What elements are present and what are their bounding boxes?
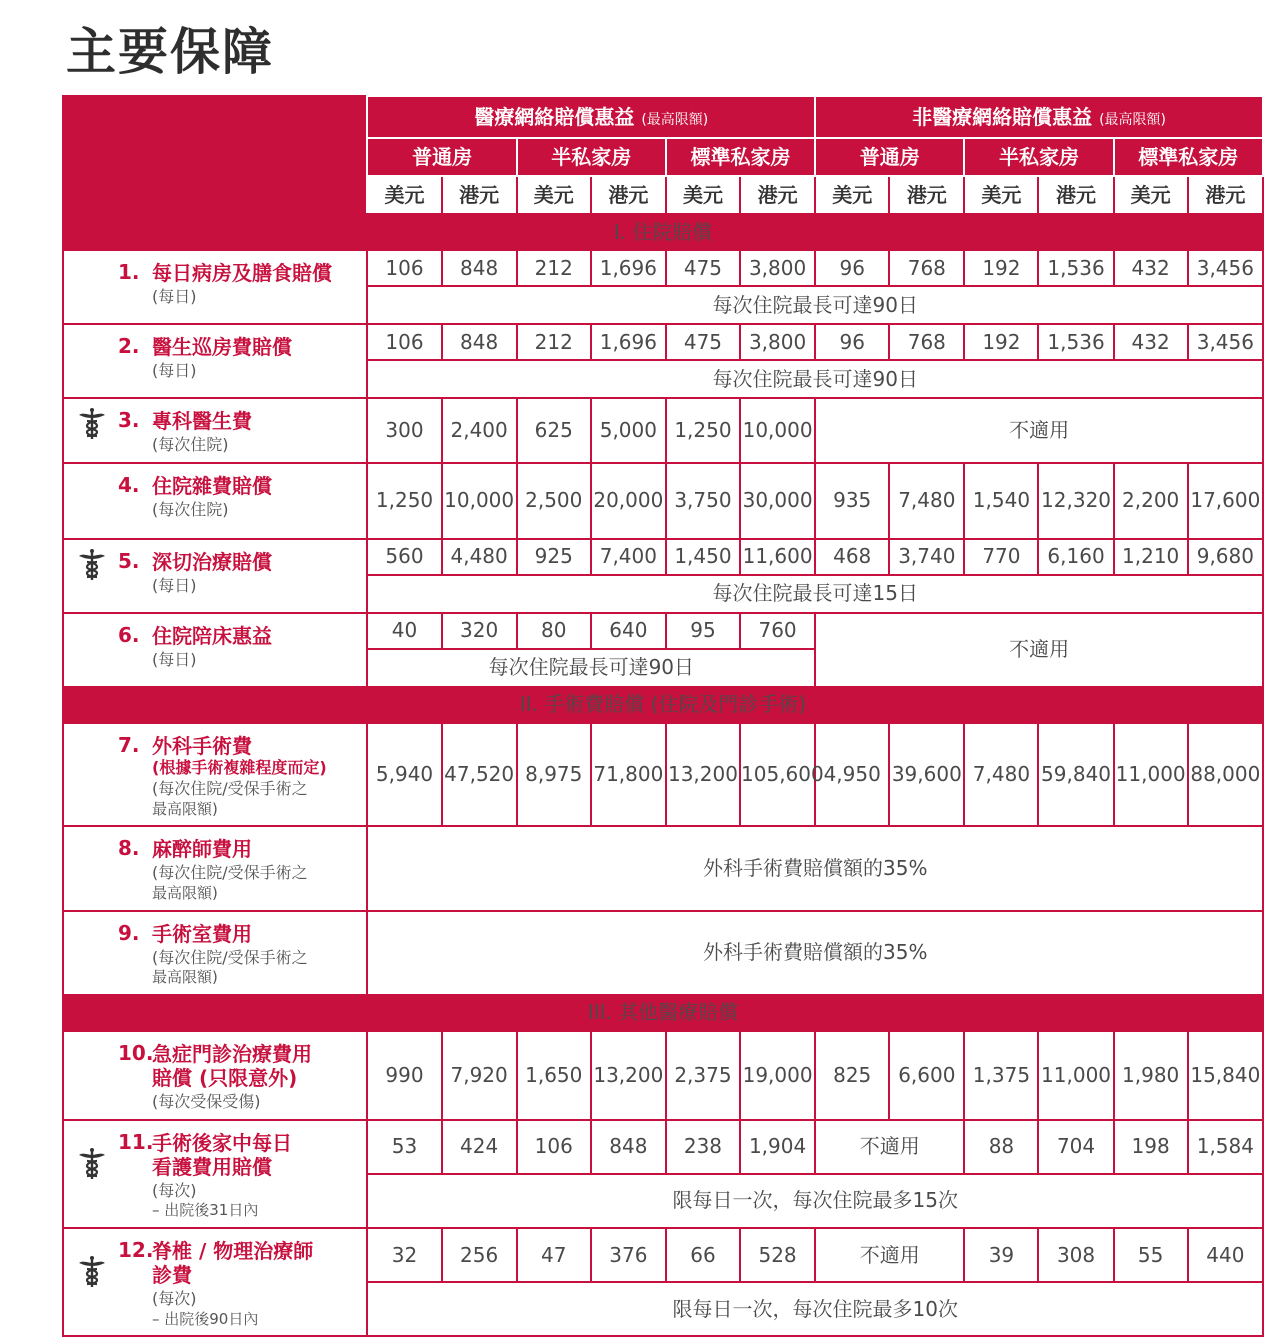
value-cell: 1,980 [1114, 1031, 1188, 1120]
value-cell: 7,480 [964, 723, 1038, 826]
value-cell: 6,600 [889, 1031, 964, 1120]
header-network: 醫療網絡賠償惠益 (最高限額) [367, 96, 815, 138]
item-label: 1. 每日病房及膳食賠償 (每日) [63, 250, 367, 324]
value-cell: 475 [666, 324, 740, 360]
caduceus-icon [76, 407, 108, 441]
section-heading: I. 住院賠償 [63, 214, 1263, 250]
value-cell: 3,740 [889, 539, 964, 575]
value-cell: 88 [964, 1120, 1038, 1174]
value-cell: 40 [367, 613, 441, 649]
value-cell: 80 [517, 613, 591, 649]
value-cell: 198 [1114, 1120, 1188, 1174]
value-cell: 825 [815, 1031, 889, 1120]
value-cell: 1,536 [1038, 250, 1113, 286]
span-note: 限每日一次，每次住院最多15次 [367, 1174, 1263, 1228]
value-cell: 625 [517, 398, 591, 463]
value-cell: 704 [1038, 1120, 1113, 1174]
value-cell: 71,800 [591, 723, 666, 826]
item-label: 4. 住院雜費賠償 (每次住院) [63, 463, 367, 539]
header-currency: 美元 [1114, 176, 1188, 214]
caduceus-icon [76, 548, 108, 582]
span-note: 外科手術費賠償額的35% [367, 826, 1263, 910]
value-cell: 848 [442, 324, 517, 360]
value-cell: 1,250 [367, 463, 441, 539]
value-cell: 2,400 [442, 398, 517, 463]
item-label: 5. 深切治療賠償 (每日) [63, 539, 367, 613]
span-note: 每次住院最長可達15日 [367, 575, 1263, 613]
value-cell: 9,680 [1188, 539, 1263, 575]
value-cell: 32 [367, 1228, 441, 1282]
value-cell: 3,456 [1188, 324, 1263, 360]
value-cell: 1,584 [1188, 1120, 1263, 1174]
value-cell: 1,536 [1038, 324, 1113, 360]
value-cell: 376 [591, 1228, 666, 1282]
value-cell: 5,940 [367, 723, 441, 826]
value-cell: 55 [1114, 1228, 1188, 1282]
value-cell: 4,950 [815, 723, 889, 826]
caduceus-icon [76, 1255, 108, 1289]
value-cell: 47 [517, 1228, 591, 1282]
item-label: 3. 專科醫生費 (每次住院) [63, 398, 367, 463]
value-cell: 95 [666, 613, 740, 649]
header-room: 半私家房 [964, 138, 1113, 176]
header-currency: 美元 [964, 176, 1038, 214]
value-cell: 3,456 [1188, 250, 1263, 286]
value-cell: 192 [964, 250, 1038, 286]
span-note: 外科手術費賠償額的35% [367, 911, 1263, 995]
value-cell: 88,000 [1188, 723, 1263, 826]
page-title: 主要保障 [66, 23, 274, 81]
value-cell: 10,000 [442, 463, 517, 539]
value-cell: 238 [666, 1120, 740, 1174]
value-cell: 432 [1114, 324, 1188, 360]
value-cell: 59,840 [1038, 723, 1113, 826]
header-currency: 港元 [1038, 176, 1113, 214]
value-cell: 256 [442, 1228, 517, 1282]
not-applicable: 不適用 [815, 613, 1263, 687]
not-applicable: 不適用 [815, 1228, 964, 1282]
header-room: 標準私家房 [1114, 138, 1263, 176]
value-cell: 990 [367, 1031, 441, 1120]
item-label: 12. 脊椎 / 物理治療師 診費 (每次) – 出院後90日內 [63, 1228, 367, 1336]
value-cell: 5,000 [591, 398, 666, 463]
header-currency: 港元 [740, 176, 815, 214]
value-cell: 424 [442, 1120, 517, 1174]
header-currency: 美元 [666, 176, 740, 214]
value-cell: 475 [666, 250, 740, 286]
item-label: 9. 手術室費用 (每次住院/受保手術之 最高限額) [63, 911, 367, 995]
value-cell: 1,450 [666, 539, 740, 575]
value-cell: 1,540 [964, 463, 1038, 539]
value-cell: 925 [517, 539, 591, 575]
item-label: 11. 手術後家中每日 看護費用賠償 (每次) – 出院後31日內 [63, 1120, 367, 1228]
header-currency: 港元 [889, 176, 964, 214]
header-room: 標準私家房 [666, 138, 815, 176]
value-cell: 3,800 [740, 250, 815, 286]
header-currency: 美元 [367, 176, 441, 214]
value-cell: 39 [964, 1228, 1038, 1282]
value-cell: 11,000 [1114, 723, 1188, 826]
value-cell: 66 [666, 1228, 740, 1282]
span-note: 每次住院最長可達90日 [367, 649, 815, 687]
header-currency: 港元 [1188, 176, 1263, 214]
value-cell: 53 [367, 1120, 441, 1174]
value-cell: 320 [442, 613, 517, 649]
value-cell: 4,480 [442, 539, 517, 575]
not-applicable: 不適用 [815, 1120, 964, 1174]
value-cell: 105,600 [740, 723, 815, 826]
value-cell: 6,160 [1038, 539, 1113, 575]
value-cell: 468 [815, 539, 889, 575]
value-cell: 3,750 [666, 463, 740, 539]
value-cell: 935 [815, 463, 889, 539]
value-cell: 560 [367, 539, 441, 575]
item-label: 10. 急症門診治療費用 賠償 (只限意外) (每次受保受傷) [63, 1031, 367, 1120]
header-corner [63, 96, 367, 214]
value-cell: 768 [889, 324, 964, 360]
item-label: 7. 外科手術費 (根據手術複雜程度而定) (每次住院/受保手術之 最高限額) [63, 723, 367, 826]
value-cell: 2,200 [1114, 463, 1188, 539]
value-cell: 7,400 [591, 539, 666, 575]
span-note: 每次住院最長可達90日 [367, 360, 1263, 398]
item-label: 2. 醫生巡房費賠償 (每日) [63, 324, 367, 398]
span-note: 每次住院最長可達90日 [367, 286, 1263, 324]
value-cell: 1,250 [666, 398, 740, 463]
value-cell: 300 [367, 398, 441, 463]
value-cell: 106 [517, 1120, 591, 1174]
value-cell: 13,200 [666, 723, 740, 826]
header-room: 半私家房 [517, 138, 666, 176]
span-note: 限每日一次，每次住院最多10次 [367, 1282, 1263, 1336]
value-cell: 7,480 [889, 463, 964, 539]
section-heading: III. 其他醫療賠償 [63, 995, 1263, 1031]
value-cell: 7,920 [442, 1031, 517, 1120]
header-currency: 港元 [442, 176, 517, 214]
value-cell: 770 [964, 539, 1038, 575]
caduceus-icon [76, 1147, 108, 1181]
value-cell: 432 [1114, 250, 1188, 286]
value-cell: 1,650 [517, 1031, 591, 1120]
benefits-table [62, 95, 1264, 1337]
value-cell: 1,904 [740, 1120, 815, 1174]
header-currency: 美元 [815, 176, 889, 214]
value-cell: 30,000 [740, 463, 815, 539]
value-cell: 19,000 [740, 1031, 815, 1120]
value-cell: 848 [591, 1120, 666, 1174]
value-cell: 2,500 [517, 463, 591, 539]
value-cell: 768 [889, 250, 964, 286]
header-room: 普通房 [815, 138, 964, 176]
value-cell: 528 [740, 1228, 815, 1282]
value-cell: 212 [517, 250, 591, 286]
header-currency: 美元 [517, 176, 591, 214]
value-cell: 1,210 [1114, 539, 1188, 575]
value-cell: 212 [517, 324, 591, 360]
value-cell: 192 [964, 324, 1038, 360]
value-cell: 10,000 [740, 398, 815, 463]
value-cell: 106 [367, 250, 441, 286]
section-heading: II. 手術費賠償 (住院及門診手術) [63, 687, 1263, 723]
header-room: 普通房 [367, 138, 516, 176]
value-cell: 20,000 [591, 463, 666, 539]
value-cell: 440 [1188, 1228, 1263, 1282]
value-cell: 39,600 [889, 723, 964, 826]
value-cell: 848 [442, 250, 517, 286]
value-cell: 12,320 [1038, 463, 1113, 539]
value-cell: 1,375 [964, 1031, 1038, 1120]
value-cell: 17,600 [1188, 463, 1263, 539]
value-cell: 11,600 [740, 539, 815, 575]
value-cell: 308 [1038, 1228, 1113, 1282]
value-cell: 8,975 [517, 723, 591, 826]
value-cell: 96 [815, 250, 889, 286]
value-cell: 2,375 [666, 1031, 740, 1120]
not-applicable: 不適用 [815, 398, 1263, 463]
item-label: 6. 住院陪床惠益 (每日) [63, 613, 367, 687]
value-cell: 15,840 [1188, 1031, 1263, 1120]
value-cell: 13,200 [591, 1031, 666, 1120]
value-cell: 3,800 [740, 324, 815, 360]
value-cell: 1,696 [591, 324, 666, 360]
value-cell: 11,000 [1038, 1031, 1113, 1120]
value-cell: 106 [367, 324, 441, 360]
value-cell: 96 [815, 324, 889, 360]
value-cell: 1,696 [591, 250, 666, 286]
value-cell: 760 [740, 613, 815, 649]
value-cell: 640 [591, 613, 666, 649]
item-label: 8. 麻醉師費用 (每次住院/受保手術之 最高限額) [63, 826, 367, 910]
header-currency: 港元 [591, 176, 666, 214]
value-cell: 47,520 [442, 723, 517, 826]
header-non-network: 非醫療網絡賠償惠益 (最高限額) [815, 96, 1263, 138]
